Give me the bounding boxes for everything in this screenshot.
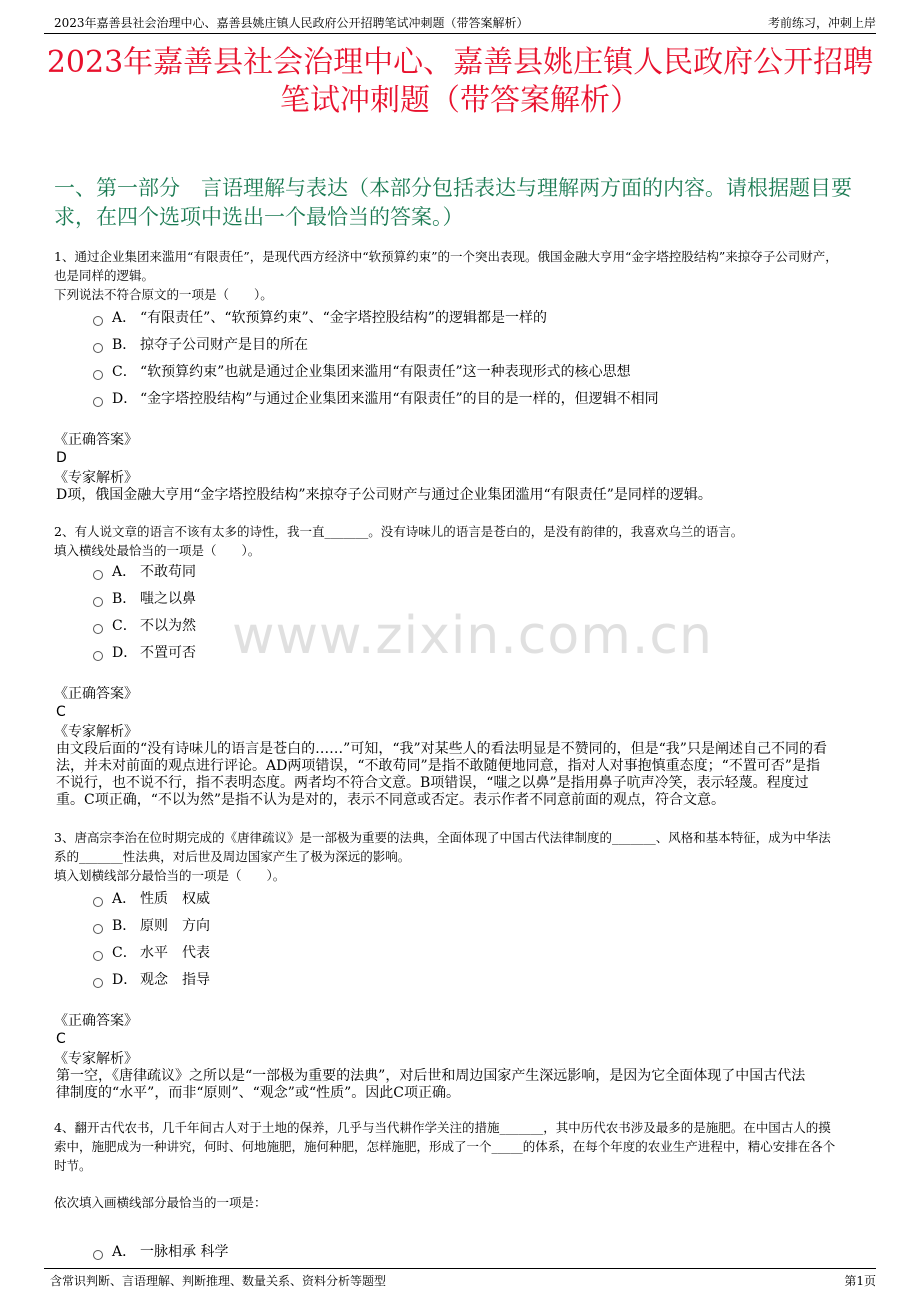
question-3-option-c[interactable] [93, 944, 210, 962]
analysis-line: 第一空，《唐律疏议》之所以是“一部极为重要的法典”，对后世和周边国家产生深远影响，是因为它全面体现了中国古代法 [56, 1068, 806, 1084]
option-text: “软预算约束”也就是通过企业集团来滥用“有限责任”这一种表现形式的核心思想 [140, 364, 631, 380]
option-text: 掠夺子公司财产是目的所在 [140, 337, 308, 353]
option-text: “金字塔控股结构”与通过企业集团来滥用“有限责任”的目的是一样的，但逻辑不相同 [140, 391, 659, 407]
question-2-option-a[interactable] [93, 563, 196, 581]
option-key: D． [112, 972, 138, 988]
watermark: www.zixin.com.cn [232, 606, 713, 666]
question-1-option-a[interactable] [93, 309, 547, 327]
question-prompt: 填入划横线部分最恰当的一项是（ ）。 [54, 868, 286, 883]
analysis-line: D项，俄国金融大亨用“金字塔控股结构”来掠夺子公司财产与通过企业集团滥用“有限责任”是同样的逻辑。 [56, 487, 712, 503]
footer-divider [44, 1268, 876, 1269]
question-stem-line: 索中，施肥成为一种讲究，何时、何地施肥，施何种肥，怎样施肥，形成了一个_____的体系，在每个年度的农业生产进程中，精心安排在各个 [54, 1139, 836, 1154]
radio-icon[interactable] [93, 651, 103, 661]
option-text: 一脉相承 科学 [140, 1244, 229, 1260]
radio-icon[interactable] [93, 978, 103, 988]
radio-icon[interactable] [93, 924, 103, 934]
option-key: D． [112, 645, 138, 661]
answer-label: 《正确答案》 [54, 686, 138, 702]
option-text: 不敢苟同 [140, 564, 196, 580]
option-key: D． [112, 391, 138, 407]
option-key: C． [112, 364, 137, 380]
section-heading: 一、第一部分 言语理解与表达（本部分包括表达与理解两方面的内容。请根据题目要求，在四个选项中选出一个最恰当的答案。） [54, 176, 852, 229]
option-text: 原则 方向 [140, 918, 210, 934]
radio-icon[interactable] [93, 597, 103, 607]
option-key: A． [112, 891, 137, 907]
question-1-analysis [56, 487, 860, 504]
radio-icon[interactable] [93, 370, 103, 380]
title-line-1: 2023年嘉善县社会治理中心、嘉善县姚庄镇人民政府公开招聘 [46, 45, 874, 80]
question-1-option-d[interactable] [93, 390, 659, 408]
question-2-stem [54, 522, 870, 560]
question-3-option-b[interactable] [93, 917, 210, 935]
document-title [40, 44, 880, 120]
radio-icon[interactable] [93, 897, 103, 907]
radio-icon[interactable] [93, 316, 103, 326]
option-text: 不置可否 [140, 645, 196, 661]
radio-icon[interactable] [93, 1250, 103, 1260]
analysis-label: 《专家解析》 [54, 724, 138, 740]
radio-icon[interactable] [93, 570, 103, 580]
question-2-answer: C [56, 704, 66, 720]
question-4-option-a[interactable] [93, 1243, 228, 1261]
option-key: A． [112, 564, 137, 580]
question-stem-line: 4、翻开古代农书，几千年间古人对于土地的保养，几乎与当代耕作学关注的措施_______，其中历代农书涉及最多的是施肥。在中国古人的摸 [54, 1120, 831, 1135]
option-key: B． [112, 337, 137, 353]
option-text: “有限责任”、“软预算约束”、“金字塔控股结构”的逻辑都是一样的 [140, 310, 547, 326]
analysis-label: 《专家解析》 [54, 1051, 138, 1067]
question-2-option-b[interactable] [93, 590, 196, 608]
question-stem-line: 3、唐高宗李治在位时期完成的《唐律疏议》是一部极为重要的法典，全面体现了中国古代法律制度的_______、风格和基本特征，成为中华法 [54, 830, 831, 845]
radio-icon[interactable] [93, 343, 103, 353]
option-key: B． [112, 918, 137, 934]
question-1-stem [54, 247, 870, 304]
option-key: C． [112, 945, 137, 961]
question-3-option-d[interactable] [93, 971, 210, 989]
question-2-option-c[interactable] [93, 617, 196, 635]
question-3-stem [54, 828, 870, 885]
option-text: 不以为然 [140, 618, 196, 634]
question-prompt: 填入横线处最恰当的一项是（ ）。 [54, 543, 261, 558]
question-3-analysis [56, 1068, 860, 1102]
page-footer-left: 含常识判断、言语理解、判断推理、数量关系、资料分析等题型 [50, 1274, 387, 1288]
radio-icon[interactable] [93, 397, 103, 407]
question-stem-line: 系的_______性法典，对后世及周边国家产生了极为深远的影响。 [54, 849, 411, 864]
question-4-prompt: 依次填入画横线部分最恰当的一项是： [54, 1195, 267, 1210]
answer-label: 《正确答案》 [54, 432, 138, 448]
question-2-option-d[interactable] [93, 644, 196, 662]
option-text: 嗤之以鼻 [140, 591, 196, 607]
analysis-line: 由文段后面的“没有诗味儿的语言是苍白的……”可知，“我”对某些人的看法明显是不赞同的，但是“我”只是阐述自己不同的看 [56, 741, 827, 757]
option-text: 水平 代表 [140, 945, 210, 961]
analysis-line: 法，并未对前面的观点进行评论。AD两项错误，“不敢苟同”是指不敢随便地同意，指对人对事抱慎重态度；“不置可否”是指 [56, 758, 820, 774]
analysis-line: 重。C项正确，“不以为然”是指不认为是对的，表示不同意或否定。表示作者不同意前面的观点，符合文意。 [56, 792, 726, 808]
question-1-option-c[interactable] [93, 363, 631, 381]
option-text: 性质 权威 [140, 891, 210, 907]
question-1-option-b[interactable] [93, 336, 308, 354]
page-header-left: 2023年嘉善县社会治理中心、嘉善县姚庄镇人民政府公开招聘笔试冲刺题（带答案解析） [54, 16, 529, 30]
analysis-line: 不说行，也不说不行，指不表明态度。两者均不符合文意。B项错误，“嗤之以鼻”是指用鼻子吭声冷笑，表示轻蔑。程度过 [56, 775, 809, 791]
question-1-answer: D [56, 450, 67, 466]
option-text: 观念 指导 [140, 972, 210, 988]
question-3-answer: C [56, 1031, 66, 1047]
question-3-option-a[interactable] [93, 890, 210, 908]
option-key: C． [112, 618, 137, 634]
question-stem-line: 时节。 [54, 1158, 92, 1173]
radio-icon[interactable] [93, 624, 103, 634]
header-divider [44, 33, 876, 34]
option-key: A． [112, 1244, 137, 1260]
question-4-stem [54, 1118, 870, 1175]
radio-icon[interactable] [93, 951, 103, 961]
question-prompt: 下列说法不符合原文的一项是（ ）。 [54, 287, 273, 302]
page-header-right: 考前练习，冲刺上岸 [767, 16, 876, 30]
question-stem-line: 也是同样的逻辑。 [54, 268, 155, 283]
page-number: 第1页 [844, 1274, 876, 1288]
option-key: A． [112, 310, 137, 326]
title-line-2: 笔试冲刺题（带答案解析） [280, 83, 640, 118]
question-2-analysis [56, 741, 860, 809]
question-stem-line: 1、通过企业集团来滥用“有限责任”，是现代西方经济中“软预算约束”的一个突出表现。俄国金融大亨用“金字塔控股结构”来掠夺子公司财产， [54, 249, 838, 264]
analysis-label: 《专家解析》 [54, 470, 138, 486]
answer-label: 《正确答案》 [54, 1013, 138, 1029]
analysis-line: 律制度的“水平”，而非“原则”、“观念”或“性质”。因此C项正确。 [56, 1085, 460, 1101]
option-key: B． [112, 591, 137, 607]
question-stem-line: 2、有人说文章的语言不该有太多的诗性，我一直_______。没有诗味儿的语言是苍白的，是没有韵律的，我喜欢乌兰的语言。 [54, 524, 744, 539]
